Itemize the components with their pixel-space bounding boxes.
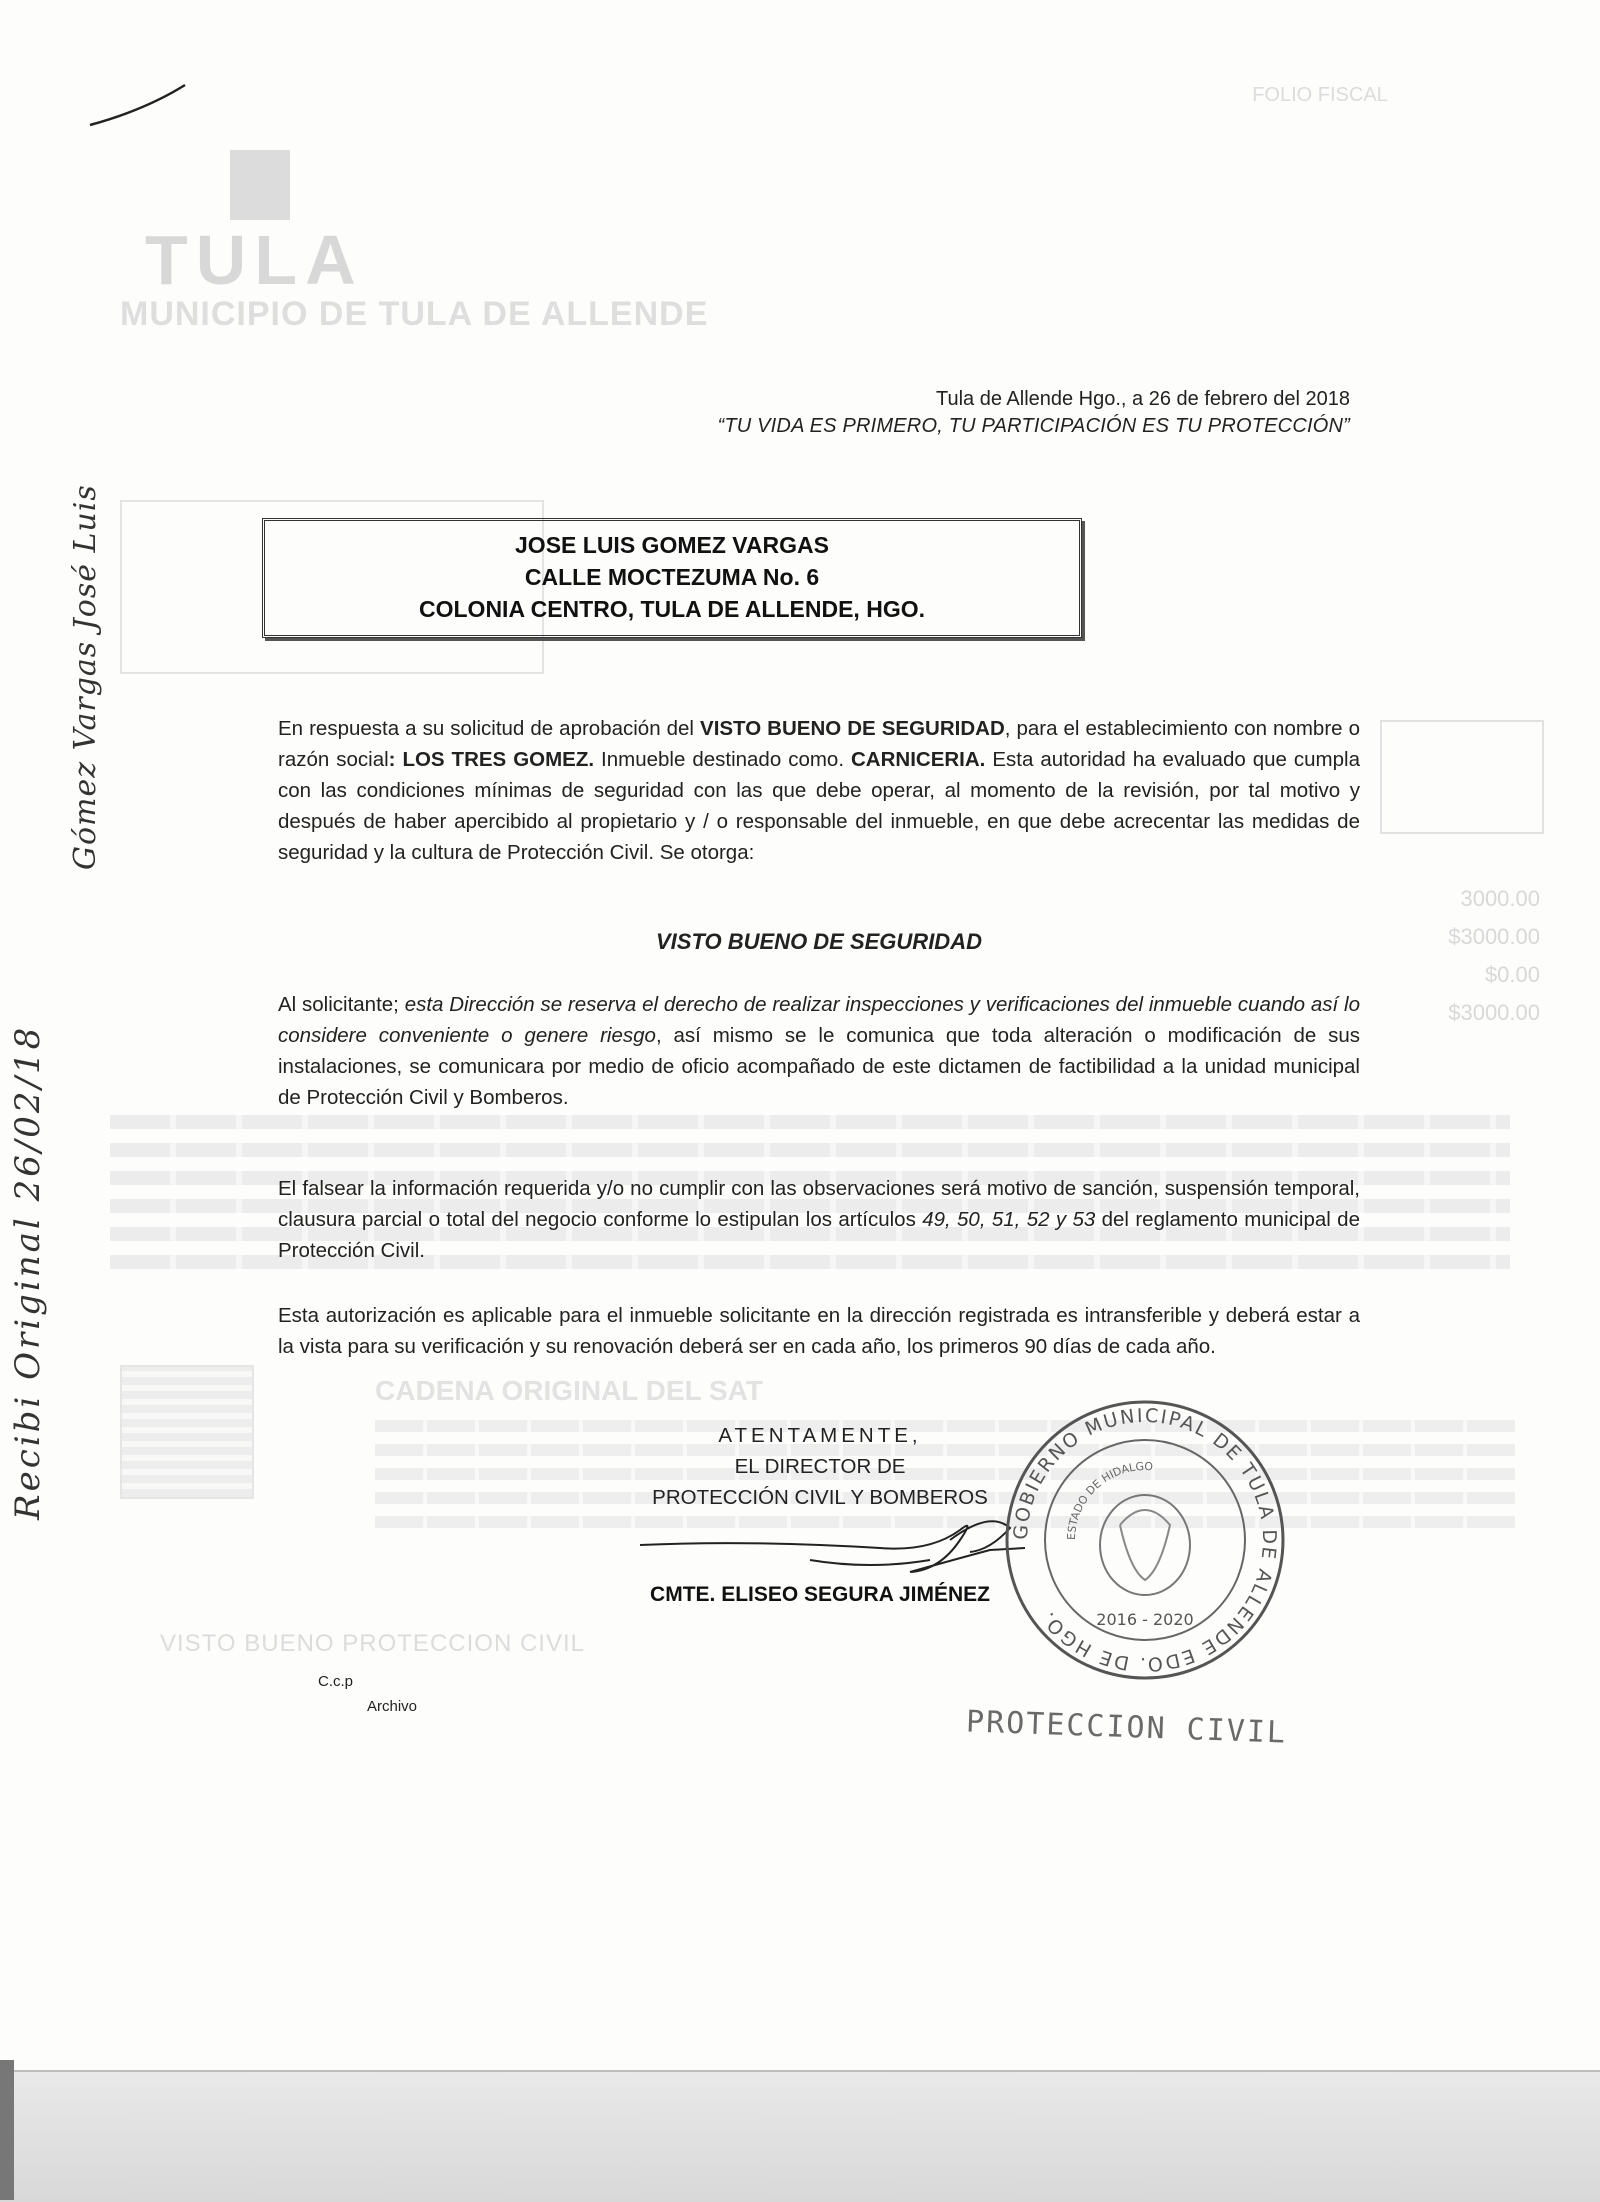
ghost-qr-code (120, 1365, 254, 1499)
paragraph-validity: Esta autorización es aplicable para el inmueble solicitante en la dirección registrada es intransferible y deberá estar a la vista para su verificación y su renovación deberá ser en cada año, los primeros 90 días de cada año. (278, 1304, 1360, 1358)
pen-tick-mark (85, 80, 205, 140)
ghost-table-right (1380, 720, 1544, 834)
seal-inner-text: ESTADO DE HIDALGO (1064, 1459, 1154, 1541)
ccp-label: C.c.p (318, 1673, 354, 1690)
seal-ring-text: GOBIERNO MUNICIPAL DE TULA DE ALLENDE EDO. DE HGO. (1009, 1404, 1281, 1676)
recipient-street: CALLE MOCTEZUMA No. 6 (524, 564, 820, 590)
paragraph-inspections: Al solicitante; esta Dirección se reserva el derecho de realizar inspecciones y verificaciones del inmueble cuando así lo considere conveniente o genere riesgo, así mismo se le comunica que toda alteración o modificación de sus instalaciones, se comunicara por medio de oficio acompañado de este dictamen de factibilidad a la unidad municipal de Protección Civil y Bomberos. (278, 993, 1361, 1109)
scan-bottom-band (0, 2070, 1600, 2202)
protection-civil-stamp: PROTECCION CIVIL (965, 1704, 1288, 1751)
scan-edge (0, 2060, 14, 2200)
ghost-municipio: MUNICIPIO DE TULA DE ALLENDE (120, 295, 709, 333)
signer-role-line-2: PROTECCIÓN CIVIL Y BOMBEROS (652, 1486, 988, 1509)
ghost-folio-fiscal: FOLIO FISCAL (1252, 84, 1388, 106)
official-seal (1000, 1395, 1290, 1685)
ccp-archivo: Archivo (367, 1698, 418, 1715)
seal-years: 2016 - 2020 (1096, 1610, 1194, 1629)
header (717, 388, 1350, 438)
ghost-logo-word: TULA (145, 221, 364, 299)
paragraph-sanctions: El falsear la información requerida y/o no cumplir con las observaciones será motivo de sanción, suspensión temporal, clausura parcial o total del negocio conforme lo estipulan los artículos 49, 50, 51, 52 y 53 del reglamento municipal de Protección Civil. (278, 1177, 1360, 1262)
signer-name: CMTE. ELISEO SEGURA JIMÉNEZ (650, 1583, 990, 1606)
slogan: “TU VIDA ES PRIMERO, TU PARTICIPACIÓN ES TU PROTECCIÓN” (717, 415, 1350, 437)
handwritten-received-note: Recibi Original 26/02/18 (8, 1024, 48, 1520)
recipient-name: JOSE LUIS GOMEZ VARGAS (515, 532, 829, 558)
place-and-date: Tula de Allende Hgo., a 26 de febrero del 2018 (935, 388, 1350, 410)
recipient-colony: COLONIA CENTRO, TULA DE ALLENDE, HGO. (419, 596, 925, 622)
closing: ATENTAMENTE, (718, 1424, 922, 1447)
ghost-cadena: CADENA ORIGINAL DEL SAT (375, 1375, 763, 1406)
grant-heading: VISTO BUENO DE SEGURIDAD (656, 929, 982, 954)
ghost-footer: VISTO BUENO PROTECCION CIVIL (160, 1630, 585, 1657)
recipient-address-box (262, 518, 1082, 638)
paragraph-request: En respuesta a su solicitud de aprobación del VISTO BUENO DE SEGURIDAD, para el establecimiento con nombre o razón social: LOS TRES GOMEZ. Inmueble destinado como. CARNICERIA. Esta autoridad ha evaluado que cumpla con las condiciones mínimas de seguridad con las que debe operar, al momento de la revisión, por tal motivo y después de haber apercibido al propietario y / o responsable del inmueble, en que debe acrecentar las medidas de seguridad y la cultura de Protección Civil. Se otorga: (278, 717, 1360, 864)
ghost-importes: 3000.00 $3000.00 $0.00 $3000.00 (1448, 886, 1540, 1025)
handwritten-name-note: Gómez Vargas José Luis (68, 484, 103, 870)
svg-text:ESTADO DE HIDALGO (1065, 1460, 1154, 1540)
ghost-logo (145, 140, 375, 299)
svg-text:GOBIERNO MUNICIPAL DE TULA DE (1010, 1405, 1280, 1675)
signer-role-line-1: EL DIRECTOR DE (734, 1455, 906, 1478)
